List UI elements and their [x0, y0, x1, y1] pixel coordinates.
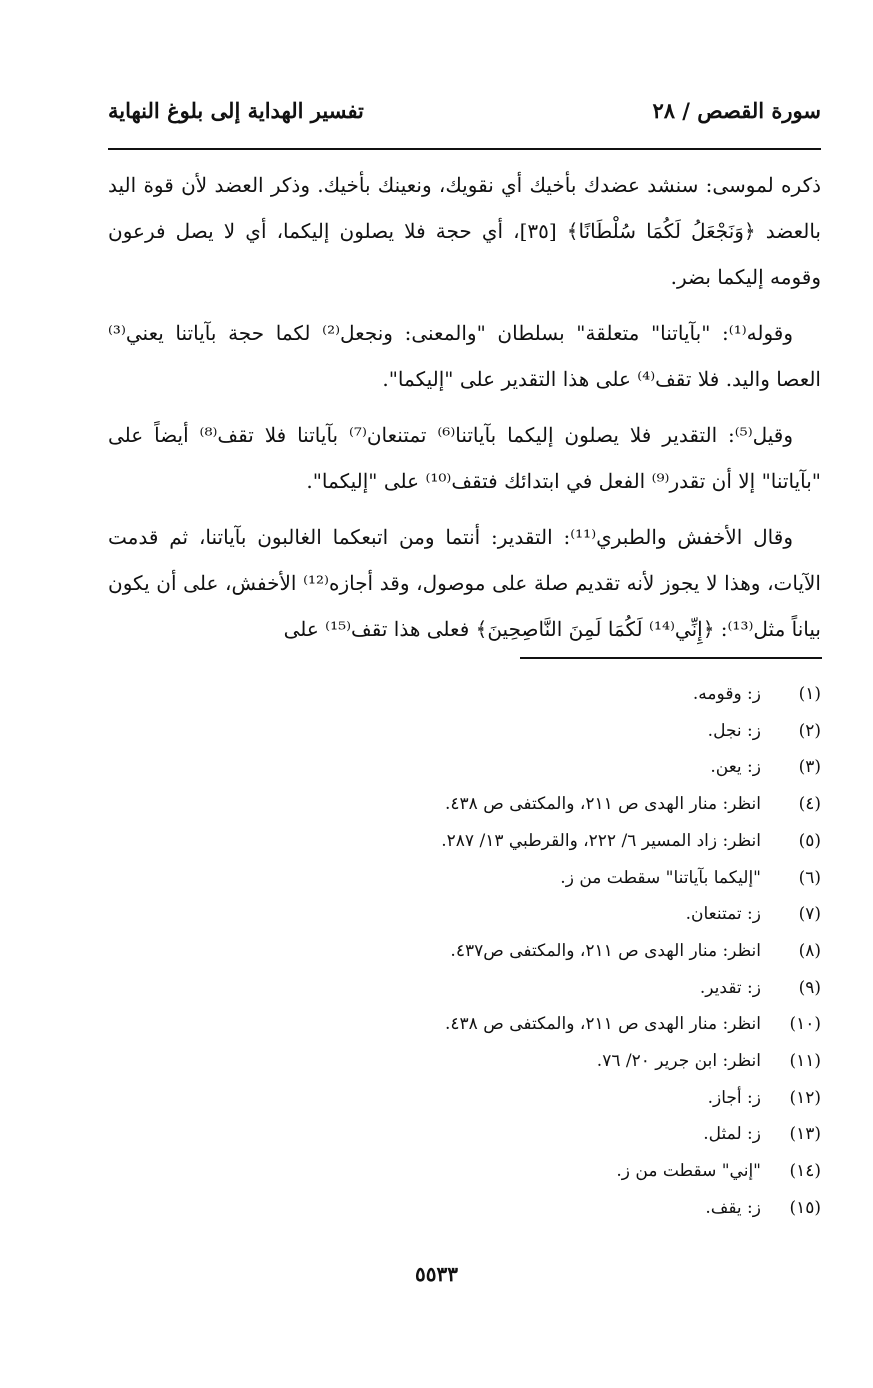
footnote-text: انظر: منار الهدى ص ٢١١، والمكتفى ص ٤٣٨.	[445, 1014, 761, 1035]
footnote-divider	[520, 657, 822, 659]
footnote-text: ز: تمتنعان.	[685, 904, 761, 925]
main-text	[108, 162, 821, 662]
footnote-text: ز: لمثل.	[703, 1124, 761, 1145]
footnote-number: (٨)	[798, 940, 821, 961]
paragraph-2: وقوله⁽¹⁾: "بآياتنا" متعلقة" بسلطان "والمعنى: ونجعل⁽²⁾ لكما حجة بآياتنا يعني⁽³⁾ العصا واليد. فلا تقف⁽⁴⁾ على هذا التقدير على "إليكما".	[108, 321, 821, 391]
footnote-text: ز: وقومه.	[692, 684, 761, 704]
footnote-text: "إني" سقطت من ز.	[616, 1161, 761, 1182]
footnote-number: (٥)	[798, 830, 821, 851]
footnote-text: ز: يعن.	[710, 757, 761, 778]
footnote-text: انظر: منار الهدى ص ٢١١، والمكتفى ص ٤٣٨.	[445, 794, 761, 815]
footnote-text: ز: أجاز.	[707, 1087, 761, 1108]
footnote-text: "إليكما بآياتنا" سقطت من ز.	[560, 867, 761, 888]
footnote-item	[108, 1190, 821, 1227]
footnote-number: (١٠)	[789, 1014, 821, 1035]
footnote-item	[108, 1153, 821, 1190]
footnote-item	[108, 1080, 821, 1117]
page-number: ٥٥٣٣	[415, 1262, 458, 1286]
footnote-text: انظر: زاد المسير ٦/ ٢٢٢، والقرطبي ١٣/ ٢٨٧.	[441, 830, 761, 851]
book-title: تفسير الهداية إلى بلوغ النهاية	[108, 98, 364, 123]
footnote-number: (١٥)	[789, 1197, 821, 1218]
footnote-number: (٦)	[798, 867, 821, 888]
paragraph-4: وقال الأخفش والطبري⁽¹¹⁾: التقدير: أنتما ومن اتبعكما الغالبون بآياتنا، ثم قدمت الآيات، وهذا لا يجوز لأنه تقديم صلة على موصول، وقد أجازه⁽¹²⁾ الأخفش، على أن يكون بياناً مثل⁽¹³⁾: ﴿إِنِّي⁽¹⁴⁾ لَكُمَا لَمِنَ النَّاصِحِينَ﴾ فعلى هذا تقف⁽¹⁵⁾ على	[108, 525, 821, 641]
footnote-item	[108, 1006, 821, 1043]
footnote-item	[108, 860, 821, 897]
surah-label: سورة القصص / ٢٨	[652, 98, 821, 123]
footnote-item	[108, 1043, 821, 1080]
footnote-item	[108, 823, 821, 860]
running-header	[108, 98, 821, 123]
footnote-number: (٧)	[798, 904, 821, 925]
header-divider	[108, 148, 821, 150]
footnote-number: (٤)	[798, 794, 821, 815]
footnote-number: (١)	[798, 684, 821, 704]
paragraph-1: ذكره لموسى: سنشد عضدك بأخيك أي نقويك، ونعينك بأخيك. وذكر العضد لأن قوة اليد بالعضد ﴿وَنَجْعَلُ لَكُمَا سُلْطَانًا﴾ [٣٥]، أي حجة فلا يصلون إليكما، أي لا يصل فرعون وقومه إليكما بضر.	[108, 173, 821, 289]
footnote-item	[108, 749, 821, 786]
footnote-item	[108, 713, 821, 750]
footnote-text: ز: يقف.	[705, 1197, 761, 1218]
footnote-item	[108, 1116, 821, 1153]
footnote-text: انظر: ابن جرير ٢٠/ ٧٦.	[596, 1051, 761, 1072]
footnote-text: ز: تقدير.	[699, 977, 761, 998]
paragraph-3: وقيل⁽⁵⁾: التقدير فلا يصلون إليكما بآياتنا⁽⁶⁾ تمتنعان⁽⁷⁾ بآياتنا فلا تقف⁽⁸⁾ أيضاً على "بآياتنا" إلا أن تقدر⁽⁹⁾ الفعل في ابتدائك فتقف⁽¹⁰⁾ على "إليكما".	[108, 423, 821, 493]
footnote-number: (١٣)	[789, 1124, 821, 1145]
footnotes-list	[108, 676, 821, 1227]
footnote-number: (٣)	[798, 757, 821, 778]
footnote-number: (٢)	[798, 720, 821, 741]
footnote-text: انظر: منار الهدى ص ٢١١، والمكتفى ص٤٣٧.	[450, 940, 761, 961]
footnote-number: (١٢)	[789, 1087, 821, 1108]
footnote-item	[108, 970, 821, 1007]
footnote-text: ز: نجل.	[707, 720, 761, 741]
footnote-item	[108, 933, 821, 970]
footnote-number: (١٤)	[789, 1161, 821, 1182]
footnote-item	[108, 676, 821, 713]
footnote-item	[108, 786, 821, 823]
footnote-item	[108, 896, 821, 933]
footnote-number: (١١)	[789, 1051, 821, 1072]
footnote-number: (٩)	[798, 977, 821, 998]
